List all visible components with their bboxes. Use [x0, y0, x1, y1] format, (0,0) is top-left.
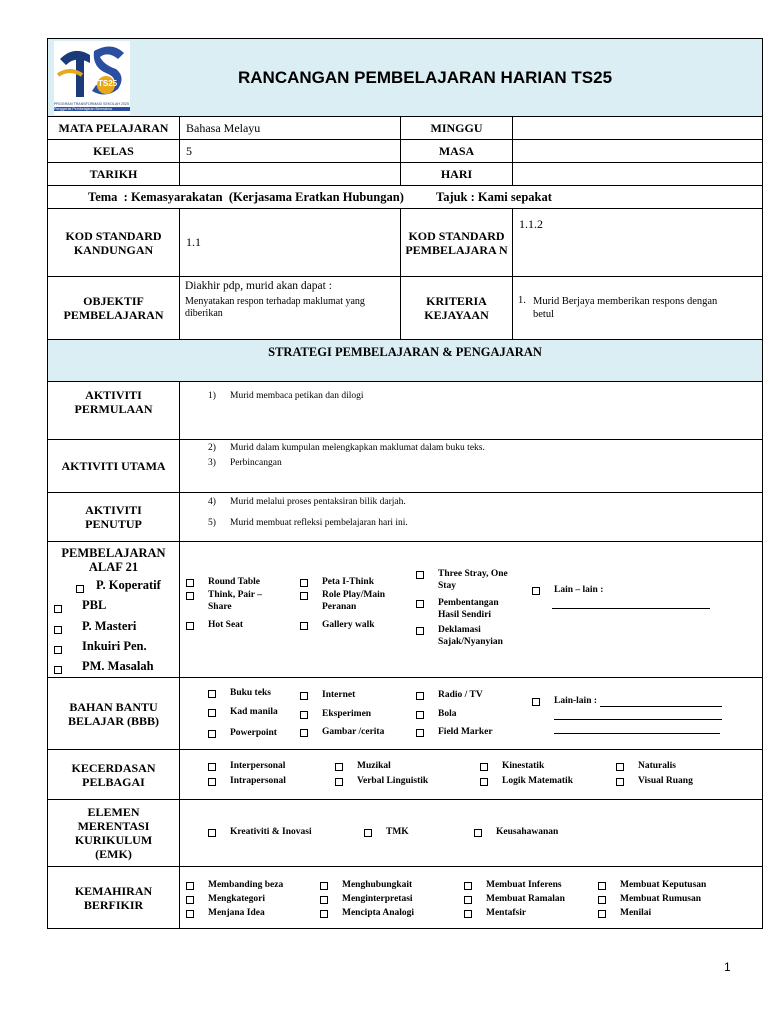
checkbox-icon — [320, 910, 328, 918]
checkbox-icon — [300, 622, 308, 630]
checkbox-icon — [598, 910, 606, 918]
checkbox-icon — [186, 592, 194, 600]
checkbox-icon — [300, 711, 308, 719]
kriteria-number: 1. — [518, 295, 526, 306]
logo-text: TS25 — [98, 79, 118, 88]
minggu-label: MINGGU — [401, 117, 513, 140]
alaf21-lain-line[interactable] — [552, 608, 710, 609]
aktiviti-3-num: 3) — [208, 458, 216, 468]
checkbox-icon — [208, 829, 216, 837]
checkbox-icon — [335, 778, 343, 786]
checkbox-icon — [464, 882, 472, 890]
kod-sp-value: 1.1.2 — [513, 209, 763, 277]
masa-label: MASA — [401, 140, 513, 163]
checkbox-icon — [474, 829, 482, 837]
kriteria-label: KRITERIA KEJAYAAN — [401, 277, 513, 340]
checkbox-icon — [464, 910, 472, 918]
checkbox-icon — [364, 829, 372, 837]
mata-pelajaran-label: MATA PELAJARAN — [48, 117, 180, 140]
page-title: RANCANGAN PEMBELAJARAN HARIAN TS25 — [238, 67, 613, 87]
checkbox-icon — [208, 709, 216, 717]
kriteria-cell — [513, 277, 763, 340]
alaf21-label-cell: PEMBELAJARAN ALAF 21 P. Koperatif PBL P. Masteri Inkuiri Pen. PM. Masalah — [48, 542, 180, 678]
kod-sk-value: 1.1 — [180, 209, 401, 277]
aktiviti-permulaan-cell — [180, 382, 763, 440]
berfikir-label: KEMAHIRAN BERFIKIR — [48, 867, 180, 929]
checkbox-icon — [300, 692, 308, 700]
checkbox-icon — [480, 763, 488, 771]
checkbox-icon — [532, 587, 540, 595]
checkbox-icon — [416, 627, 424, 635]
checkbox-icon — [186, 910, 194, 918]
bbb-lain-line-1[interactable] — [600, 706, 722, 707]
strategi-title: STRATEGI PEMBELAJARAN & PENGAJARAN — [268, 345, 542, 359]
kecerdasan-options-cell: Interpersonal Intrapersonal Muzikal Verbal Linguistik Kinestatik Logik Matematik Naturalis Visual Ruang — [180, 750, 763, 800]
hari-label: HARI — [401, 163, 513, 186]
strategi-header — [48, 340, 763, 382]
rph-table — [47, 38, 763, 929]
checkbox-icon — [416, 729, 424, 737]
checkbox-icon — [186, 579, 194, 587]
minggu-value — [513, 117, 763, 140]
ts25-logo — [54, 41, 130, 115]
checkbox-icon — [598, 896, 606, 904]
tajuk-text: Tajuk : Kami sepakat — [436, 190, 552, 204]
checkbox-icon — [320, 896, 328, 904]
checkbox-icon — [616, 763, 624, 771]
ts25-logo-graphic — [54, 41, 130, 101]
emk-label: ELEMEN MERENTASI KURIKULUM (EMK) — [48, 800, 180, 867]
aktiviti-4-text: Murid melalui proses pentaksiran bilik darjah. — [230, 497, 406, 507]
berfikir-options-cell: Membanding beza Mengkategori Menjana Idea Menghubungkait Menginterpretasi Mencipta Analogi Membuat Inferens Membuat Ramalan Mentafsir Membuat Keputusan Membuat Rumusan Menilai — [180, 867, 763, 929]
checkbox-icon — [208, 690, 216, 698]
aktiviti-4-num: 4) — [208, 497, 216, 507]
objektif-line1: Diakhir pdp, murid akan dapat : — [185, 280, 332, 292]
aktiviti-5-num: 5) — [208, 518, 216, 528]
checkbox-icon — [186, 882, 194, 890]
checkbox-icon — [54, 626, 62, 634]
aktiviti-utama-label: AKTIVITI UTAMA — [48, 440, 180, 493]
objektif-cell — [180, 277, 401, 340]
checkbox-icon — [616, 778, 624, 786]
checkbox-icon — [208, 778, 216, 786]
aktiviti-penutup-label: AKTIVITI PENUTUP — [48, 493, 180, 542]
mata-pelajaran-value: Bahasa Melayu — [180, 117, 401, 140]
kod-sp-label: KOD STANDARD PEMBELAJARA N — [401, 209, 513, 277]
aktiviti-permulaan-label: AKTIVITI PERMULAAN — [48, 382, 180, 440]
alaf21-options-cell: Round Table Think, Pair – Share Hot Seat Peta I-Think Role Play/Main Peranan Gallery walk Three Stray, One Stay Pembentangan Hasil Sendiri Deklamasi Sajak/Nyanyian Lain – lain : — [180, 542, 763, 678]
aktiviti-3-text: Perbincangan — [230, 458, 282, 468]
checkbox-icon — [416, 600, 424, 608]
checkbox-icon — [54, 605, 62, 613]
checkbox-icon — [300, 592, 308, 600]
aktiviti-penutup-cell — [180, 493, 763, 542]
checkbox-icon — [320, 882, 328, 890]
kriteria-value: Murid Berjaya memberikan respons dengan betul — [533, 296, 718, 320]
aktiviti-2-text: Murid dalam kumpulan melengkapkan maklumat dalam buku teks. — [230, 443, 485, 453]
kecerdasan-label: KECERDASAN PELBAGAI — [48, 750, 180, 800]
objektif-label: OBJEKTIF PEMBELAJARAN — [48, 277, 180, 340]
header-row — [48, 39, 763, 117]
checkbox-icon — [416, 692, 424, 700]
checkbox-icon — [480, 778, 488, 786]
kelas-value: 5 — [180, 140, 401, 163]
checkbox-icon — [186, 622, 194, 630]
checkbox-icon — [416, 711, 424, 719]
tarikh-value — [180, 163, 401, 186]
aktiviti-2-num: 2) — [208, 443, 216, 453]
checkbox-icon — [76, 585, 84, 593]
bbb-lain-line-2[interactable] — [554, 719, 722, 720]
checkbox-icon — [300, 579, 308, 587]
alaf21-label: PEMBELAJARAN ALAF 21 — [61, 546, 166, 574]
checkbox-icon — [416, 571, 424, 579]
logo-caption-1: PROGRAM TRANSFORMASI SEKOLAH 2025 — [54, 102, 130, 106]
masa-value — [513, 140, 763, 163]
aktiviti-1-num: 1) — [208, 391, 216, 401]
tema-text: Tema : Kemasyarakatan (Kerjasama Eratkan Hubungan) — [88, 190, 404, 204]
checkbox-icon — [598, 882, 606, 890]
checkbox-icon — [208, 730, 216, 738]
kod-sk-label: KOD STANDARD KANDUNGAN — [48, 209, 180, 277]
page-number: 1 — [724, 960, 731, 974]
checkbox-icon — [300, 729, 308, 737]
aktiviti-utama-cell — [180, 440, 763, 493]
hari-value — [513, 163, 763, 186]
aktiviti-1-text: Murid membaca petikan dan dilogi — [230, 391, 364, 401]
bbb-label: BAHAN BANTU BELAJAR (BBB) — [48, 678, 180, 750]
aktiviti-5-text: Murid membuat refleksi pembelajaran hari ini. — [230, 518, 408, 528]
checkbox-icon — [335, 763, 343, 771]
objektif-line2: Menyatakan respon terhadap maklumat yang diberikan — [185, 296, 365, 319]
checkbox-icon — [464, 896, 472, 904]
checkbox-icon — [186, 896, 194, 904]
checkbox-icon — [208, 763, 216, 771]
tema-row — [48, 186, 763, 209]
bbb-lain-line-3[interactable] — [554, 733, 720, 734]
checkbox-icon — [54, 646, 62, 654]
checkbox-icon — [532, 698, 540, 706]
kelas-label: KELAS — [48, 140, 180, 163]
emk-options-cell: Kreativiti & Inovasi TMK Keusahawanan — [180, 800, 763, 867]
tarikh-label: TARIKH — [48, 163, 180, 186]
checkbox-icon — [54, 666, 62, 674]
logo-caption-2: Penggerak Pembelajaran Bermakna — [54, 107, 130, 111]
bbb-options-cell: Buku teks Kad manila Powerpoint Internet Eksperimen Gambar /cerita Radio / TV Bola Field Marker Lain-lain : — [180, 678, 763, 750]
